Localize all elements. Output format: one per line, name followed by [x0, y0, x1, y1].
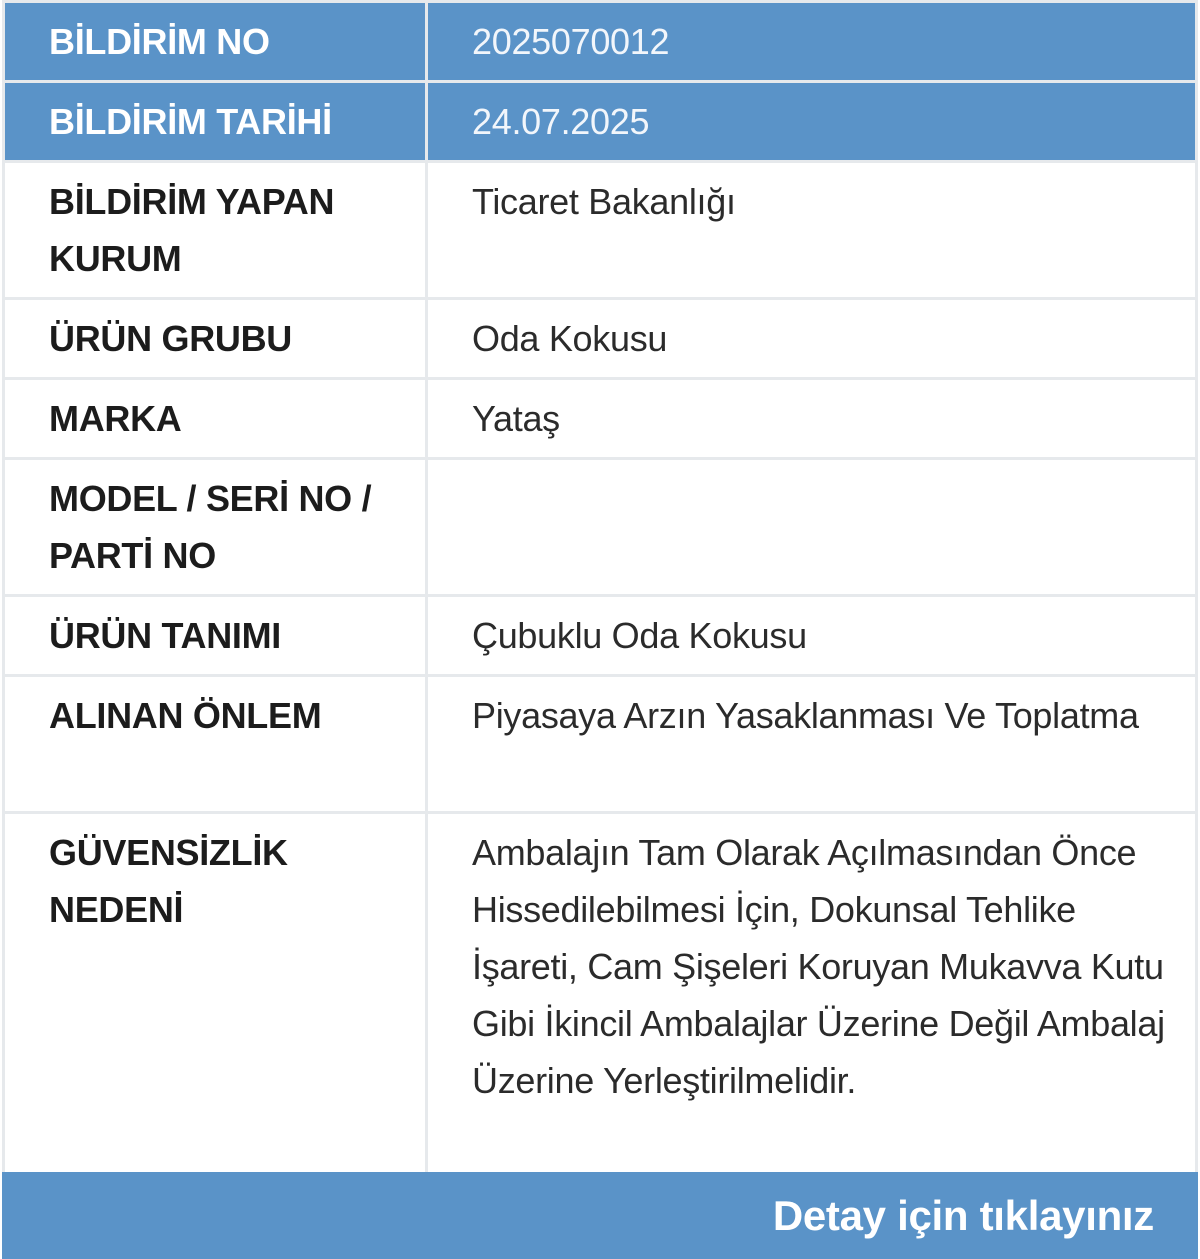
row-bildirim-no: [4, 2, 1197, 82]
row-model-seri-parti-no: [4, 459, 1197, 596]
row-value: Ticaret Bakanlığı: [427, 162, 1197, 299]
row-urun-tanimi: [4, 596, 1197, 676]
row-value: 24.07.2025: [427, 82, 1197, 162]
row-label: ÜRÜN GRUBU: [4, 299, 427, 379]
notice-table: [2, 0, 1198, 1179]
row-label: ÜRÜN TANIMI: [4, 596, 427, 676]
row-bildirim-tarihi: [4, 82, 1197, 162]
row-label: BİLDİRİM YAPAN KURUM: [4, 162, 427, 299]
row-label: MARKA: [4, 379, 427, 459]
row-value: Piyasaya Arzın Yasaklanması Ve Toplatma: [427, 676, 1197, 813]
row-label: BİLDİRİM NO: [4, 2, 427, 82]
row-marka: [4, 379, 1197, 459]
row-label: BİLDİRİM TARİHİ: [4, 82, 427, 162]
row-bildirim-yapan-kurum: [4, 162, 1197, 299]
detail-bar[interactable]: [2, 1172, 1198, 1259]
row-urun-grubu: [4, 299, 1197, 379]
row-label: MODEL / SERİ NO / PARTİ NO: [4, 459, 427, 596]
row-label: ALINAN ÖNLEM: [4, 676, 427, 813]
row-value: Çubuklu Oda Kokusu: [427, 596, 1197, 676]
row-value: Ambalajın Tam Olarak Açılmasından Önce Hissedilebilmesi İçin, Dokunsal Tehlike İşareti, Cam Şişeleri Koruyan Mukavva Kutu Gibi İkincil Ambalajlar Üzerine Değil Ambalaj Üzerine Yerleştirilmelidir.: [427, 813, 1197, 1178]
detail-link[interactable]: Detay için tıklayınız: [772, 1191, 1154, 1239]
row-value: [427, 459, 1197, 596]
row-alinan-onlem: [4, 676, 1197, 813]
row-guvensizlik-nedeni: [4, 813, 1197, 1178]
row-label: GÜVENSİZLİK NEDENİ: [4, 813, 427, 1178]
row-value: Oda Kokusu: [427, 299, 1197, 379]
row-value: 2025070012: [427, 2, 1197, 82]
row-value: Yataş: [427, 379, 1197, 459]
